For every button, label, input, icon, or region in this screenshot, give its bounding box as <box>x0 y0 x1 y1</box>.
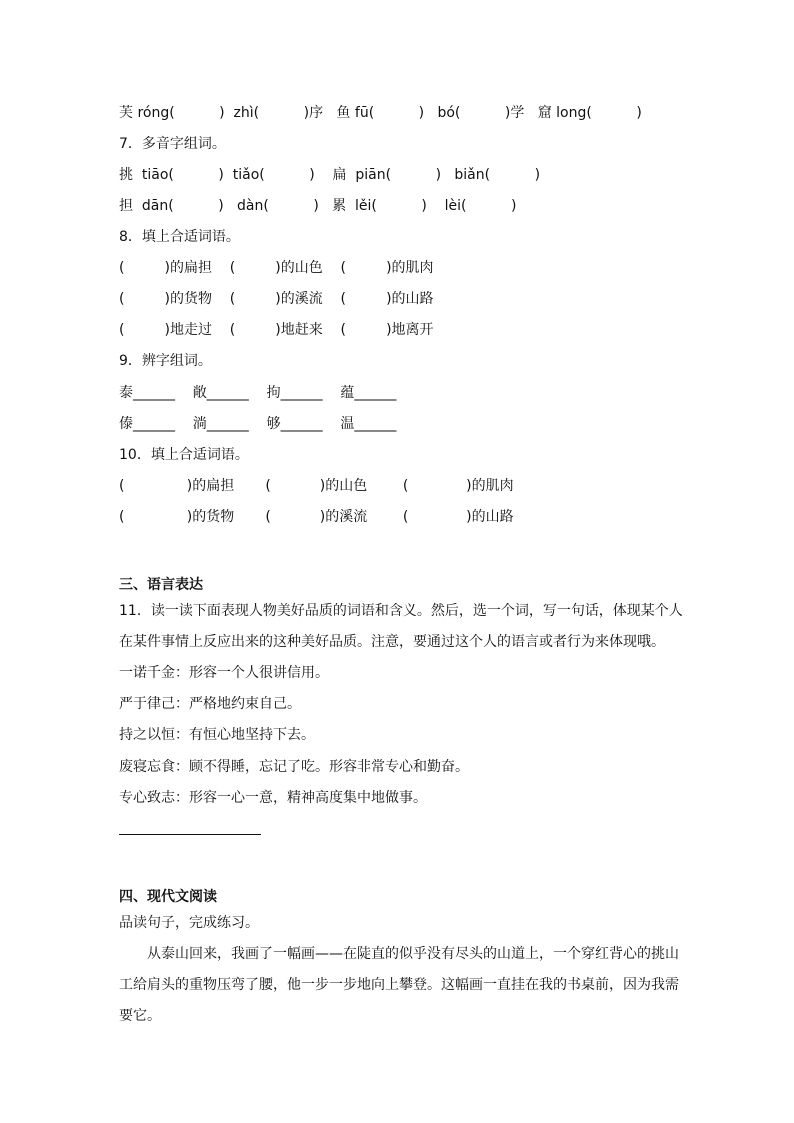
idiom-3: 持之以恒：有恒心地坚持下去。 <box>119 727 315 743</box>
q9-line-1: 泰______ 敞______ 拘______ 蕴______ <box>119 385 397 401</box>
q6-pinyin-line: 芙 róng( ) zhì( )序 鱼 fū( ) bó( )学 窟 long( ) <box>119 105 642 121</box>
q11-line-1: 11．读一读下面表现人物美好品质的词语和含义。然后，选一个词，写一句话，体现某个人 <box>119 603 683 619</box>
q8-heading: 8．填上合适词语。 <box>119 229 240 245</box>
q10-line-1: ( )的扁担 ( )的山色 ( )的肌肉 <box>119 478 514 494</box>
q9-line-2: 傣______ 淌______ 够______ 温______ <box>119 416 397 432</box>
q9-heading: 9．辨字组词。 <box>119 353 212 369</box>
q8-line-3: ( )地走过 ( )地赶来 ( )地离开 <box>119 322 434 338</box>
q7-heading: 7．多音字组词。 <box>119 136 226 152</box>
reading-passage: 从泰山回来，我画了一幅画——在陡直的似乎没有尽头的山道上，一个穿红背心的挑山工给肩头的重物压弯了腰，他一步一步地向上攀登。这幅画一直挂在我的书桌前，因为我需要它。 <box>119 946 679 1024</box>
q11-line-2: 在某件事情上反应出来的这种美好品质。注意，要通过这个人的语言或者行为来体现哦。 <box>119 634 665 650</box>
reading-instruction: 品读句子，完成练习。 <box>119 915 259 931</box>
q8-line-1: ( )的扁担 ( )的山色 ( )的肌肉 <box>119 260 434 276</box>
idiom-5: 专心致志：形容一心一意，精神高度集中地做事。 <box>119 790 427 806</box>
q10-line-2: ( )的货物 ( )的溪流 ( )的山路 <box>119 509 514 525</box>
idiom-1: 一诺千金：形容一个人很讲信用。 <box>119 665 329 681</box>
q8-line-2: ( )的货物 ( )的溪流 ( )的山路 <box>119 291 434 307</box>
section-3-title: 三、语言表达 <box>119 577 203 593</box>
idiom-2: 严于律己：严格地约束自己。 <box>119 696 301 712</box>
q10-heading: 10．填上合适词语。 <box>119 447 249 463</box>
idiom-4: 废寝忘食：顾不得睡，忘记了吃。形容非常专心和勤奋。 <box>119 759 469 775</box>
section-4-title: 四、现代文阅读 <box>119 889 217 905</box>
answer-line[interactable] <box>119 834 261 835</box>
q7-line-2: 担 dān( ) dàn( ) 累 lěi( ) lèi( ) <box>119 198 517 214</box>
q7-line-1: 挑 tiāo( ) tiǎo( ) 扁 piān( ) biǎn( ) <box>119 167 541 183</box>
